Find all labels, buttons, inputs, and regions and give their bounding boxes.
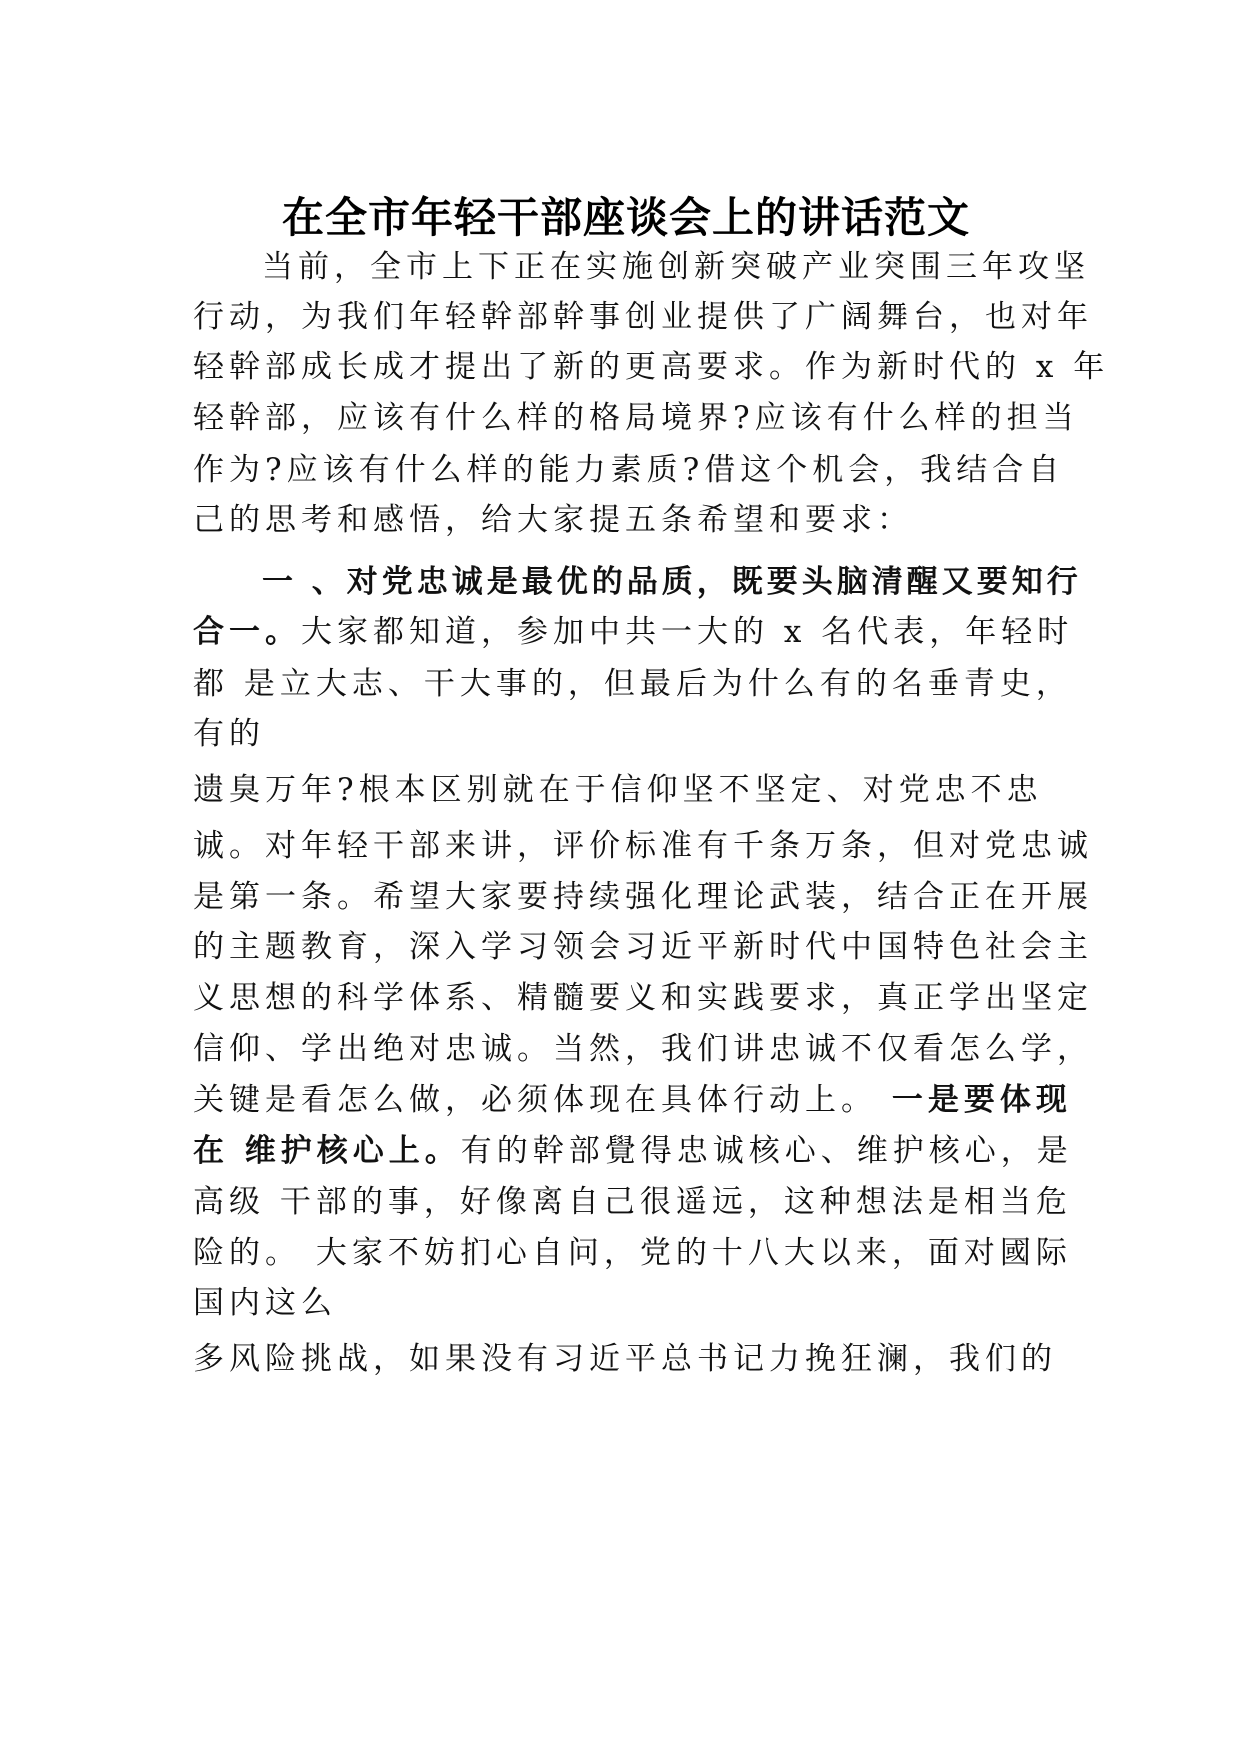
intro-line: 轻幹部成长成才提出了新的更高要求。作为新时代的 x 年 [193, 349, 1110, 385]
paragraph-line: 诚。对年轻干部来讲，评价标准有千条万条，但对党忠诚 [193, 828, 1093, 864]
paragraph-text: 有的幹部覺得忠诚核心、维护核心，是 [460, 1133, 1073, 1169]
section-paragraph-line [193, 612, 1073, 652]
paragraph-line: 有的 [193, 716, 265, 752]
paragraph-text: 大家都知道，参加中共一大的 x 名代表，年轻时 [301, 614, 1074, 650]
paragraph-line: 遗臭万年?根本区别就在于信仰坚不坚定、对党忠不忠 [193, 772, 1043, 808]
paragraph-line: 国内这么 [193, 1285, 337, 1321]
paragraph-line: 义思想的科学体系、精髓要义和实践要求，真正学出坚定 [193, 980, 1093, 1016]
paragraph-line [193, 1080, 1072, 1120]
paragraph-line: 险的。 大家不妨扪心自问，党的十八大以来，面对國际 [193, 1235, 1072, 1271]
section-heading: 一 、对党忠诚是最优的品质，既要头脑清醒又要知行 [262, 564, 1082, 600]
intro-line: 当前，全市上下正在实施创新突破产业突围三年攻坚 [262, 249, 1090, 285]
paragraph-line: 多风险挑战，如果没有习近平总书记力挽狂澜，我们的 [193, 1341, 1057, 1377]
emphasis-text: 在 维护核心上。 [193, 1133, 461, 1169]
document-title: 在全市年轻干部座谈会上的讲话范文 [282, 193, 971, 242]
intro-line: 作为?应该有什么样的能力素质?借这个机会，我结合自 [193, 452, 1065, 488]
paragraph-line: 信仰、学出绝对忠诚。当然，我们讲忠诚不仅看怎么学， [193, 1031, 1093, 1067]
paragraph-line: 的主题教育，深入学习领会习近平新时代中国特色社会主 [193, 929, 1093, 965]
emphasis-text: 一是要体现 [891, 1082, 1072, 1118]
paragraph-text: 关键是看怎么做，必须体现在具体行动上。 [193, 1082, 892, 1118]
intro-line: 轻幹部，应该有什么样的格局境界?应该有什么样的担当 [193, 400, 1079, 436]
intro-line: 行动，为我们年轻幹部幹事创业提供了广阔舞台，也对年 [193, 299, 1093, 335]
intro-line: 己的思考和感悟，给大家提五条希望和要求： [193, 502, 913, 538]
paragraph-line: 是第一条。希望大家要持续强化理论武装，结合正在开展 [193, 879, 1093, 915]
section-heading-end: 合一。 [193, 614, 301, 650]
paragraph-line [193, 1131, 1073, 1171]
paragraph-line: 高级 干部的事，好像离自己很遥远，这种想法是相当危 [193, 1184, 1072, 1220]
paragraph-line: 都 是立大志、干大事的，但最后为什么有的名垂青史， [193, 666, 1072, 702]
